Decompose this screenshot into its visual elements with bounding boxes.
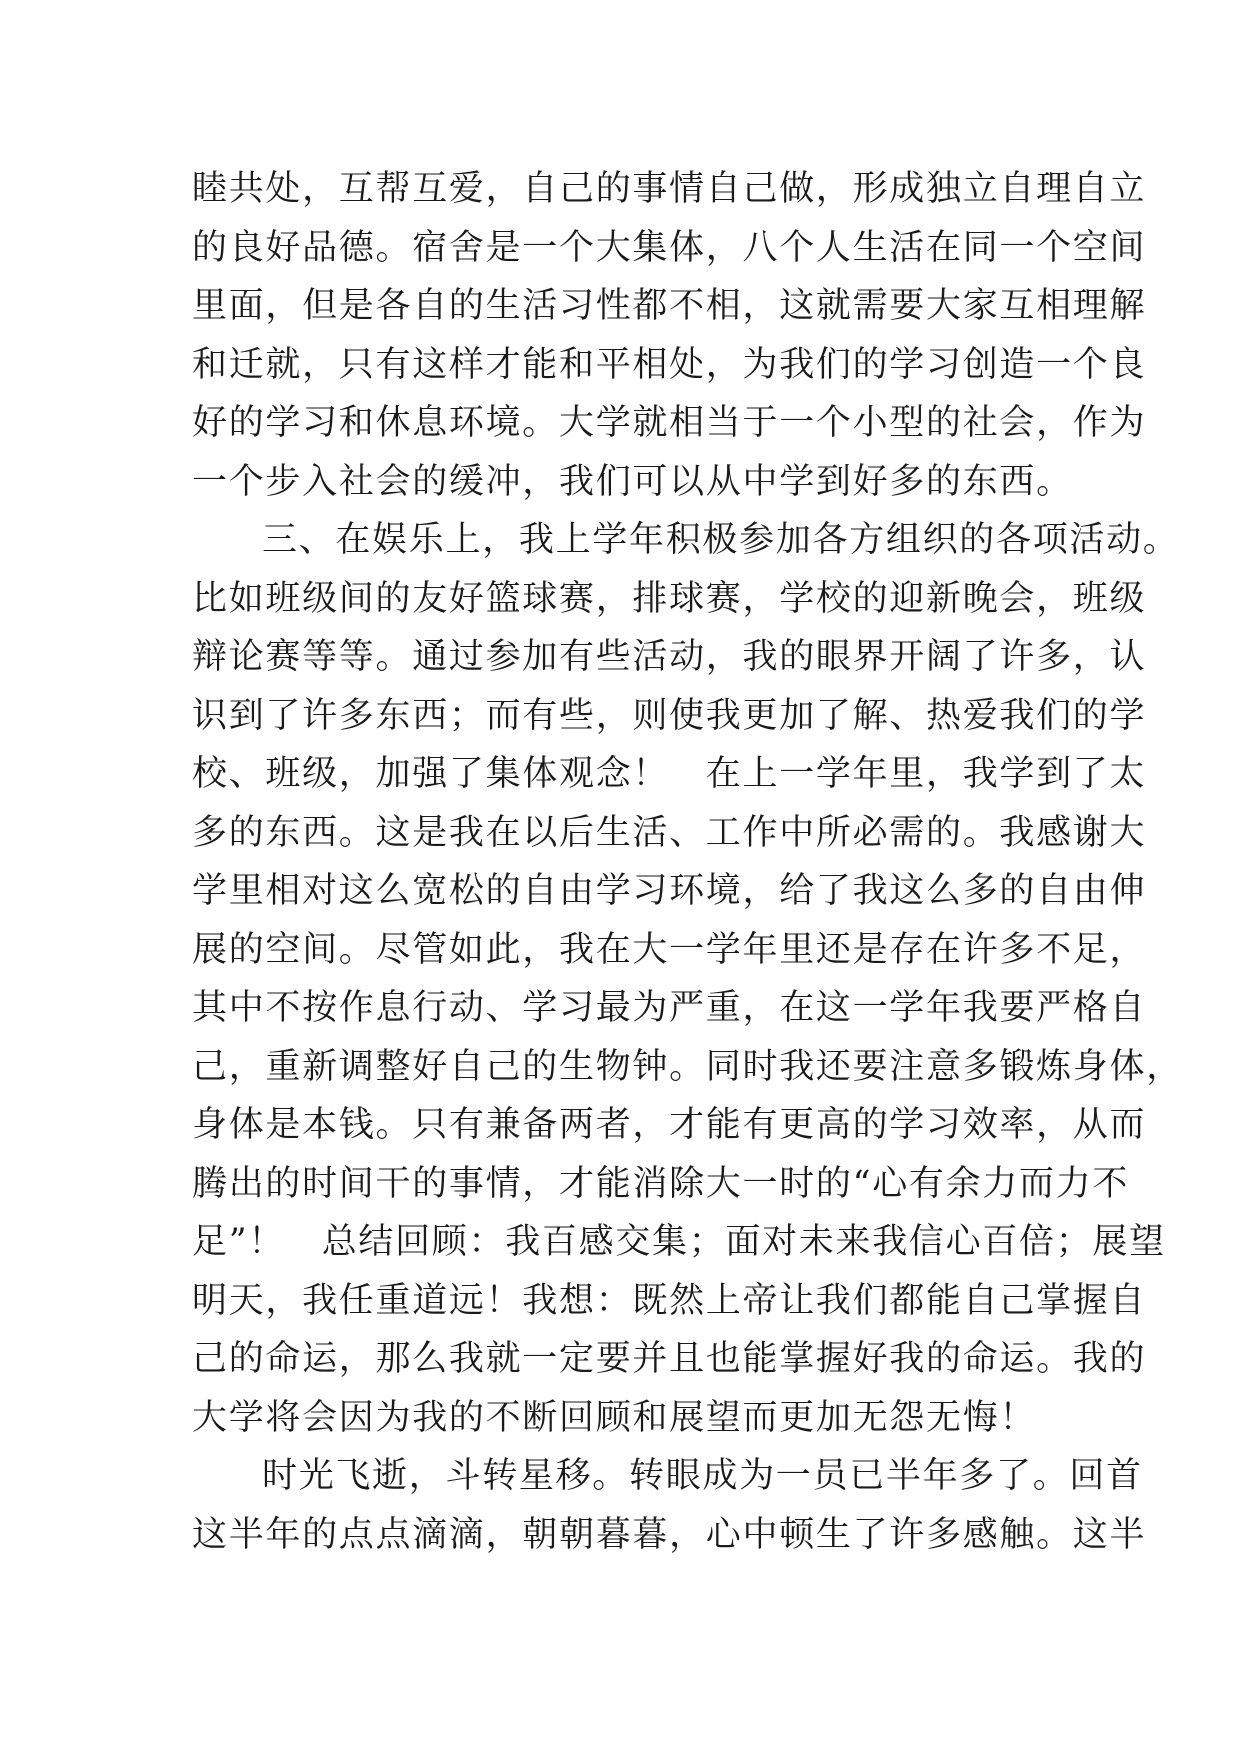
text-line: 的良好品德。宿舍是一个大集体，八个人生活在同一个空间 bbox=[192, 227, 1147, 268]
text-line: 展的空间。尽管如此，我在大一学年里还是存在许多不足， bbox=[192, 929, 1147, 970]
text-line: 校、班级，加强了集体观念！ 在上一学年里，我学到了太 bbox=[192, 754, 1147, 794]
text-line: 这半年的点点滴滴，朝朝暮暮，心中顿生了许多感触。这半 bbox=[192, 1514, 1147, 1555]
paragraph-start-line: 时光飞逝，斗转星移。转眼成为一员已半年多了。回首 bbox=[262, 1456, 1143, 1496]
text-line: 腾出的时间干的事情，才能消除大一时的“心有余力而力不 bbox=[192, 1163, 1130, 1204]
text-line: 好的学习和休息环境。大学就相当于一个小型的社会，作为 bbox=[192, 403, 1147, 443]
text-line: 明天，我任重道远！我想：既然上帝让我们都能自己掌握自 bbox=[192, 1280, 1147, 1321]
paragraph-start-line: 三、在娱乐上，我上学年积极参加各方组织的各项活动。 bbox=[262, 520, 1180, 560]
text-line: 多的东西。这是我在以后生活、工作中所必需的。我感谢大 bbox=[192, 812, 1147, 853]
text-line: 里面，但是各自的生活习性都不相，这就需要大家互相理解 bbox=[192, 286, 1147, 326]
text-line: 比如班级间的友好篮球赛，排球赛，学校的迎新晚会，班级 bbox=[192, 578, 1147, 619]
text-line: 大学将会因为我的不断回顾和展望而更加无怨无悔！ bbox=[192, 1397, 1037, 1438]
document-body bbox=[192, 160, 1183, 1564]
text-line: 辩论赛等等。通过参加有些活动，我的眼界开阔了许多，认 bbox=[192, 637, 1147, 677]
text-line: 识到了许多东西；而有些，则使我更加了解、热爱我们的学 bbox=[192, 695, 1147, 736]
text-line: 学里相对这么宽松的自由学习环境，给了我这么多的自由伸 bbox=[192, 871, 1147, 911]
text-line: 其中不按作息行动、学习最为严重，在这一学年我要严格自 bbox=[192, 988, 1147, 1028]
text-line: 身体是本钱。只有兼备两者，才能有更高的学习效率，从而 bbox=[192, 1105, 1147, 1145]
text-line: 和迁就，只有这样才能和平相处，为我们的学习创造一个良 bbox=[192, 344, 1147, 385]
text-line: 己的命运，那么我就一定要并且也能掌握好我的命运。我的 bbox=[192, 1339, 1147, 1379]
text-line: 睦共处，互帮互爱，自己的事情自己做，形成独立自理自立 bbox=[192, 169, 1147, 209]
text-line: 足”！ 总结回顾：我百感交集；面对未来我信心百倍；展望 bbox=[192, 1222, 1166, 1262]
text-line: 己，重新调整好自己的生物钟。同时我还要注意多锻炼身体， bbox=[192, 1046, 1183, 1087]
text-line: 一个步入社会的缓冲，我们可以从中学到好多的东西。 bbox=[192, 461, 1073, 502]
